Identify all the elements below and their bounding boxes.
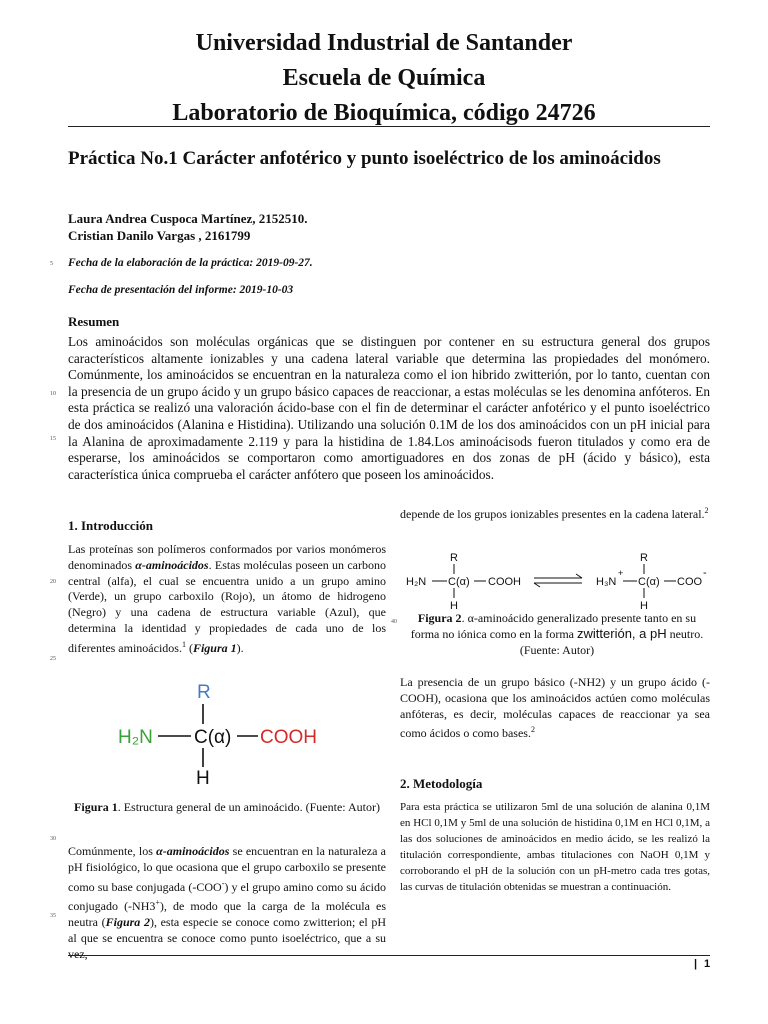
fig1-r-group: R [197,682,211,703]
page-number: 1 [704,958,711,970]
figure-1-caption: Figura 1. Estructura general de un aminoácido. (Fuente: Autor) [74,800,380,814]
line-number: 5 [50,261,53,267]
fig2-hydrogen-right: H [640,600,648,612]
fig2-carboxylate-right: COO [677,576,703,588]
intro-paragraph-2: Comúnmente, los α-aminoácidos se encuentran en la naturaleza a pH fisiológico, lo que ocasiona que el grupo carboxilo se presente como su base conjugada (-COO-) y el grupo amino como su ácido conjugado (-NH3+), de modo que la carga de la molécula es neutra (Figura 2), esta especie se conoce como zwitterion; el pH al que se encuentra se conoce como punto isoeléctrico, que a su vez, [68,844,386,961]
abstract-heading: Resumen [68,314,120,329]
line-number: 40 [391,619,397,625]
header-rule [68,126,710,127]
header-lab: Laboratorio de Bioquímica, código 24726 [172,100,596,126]
equilibrium-arrow-icon [534,574,582,587]
line-number: 25 [50,656,56,662]
fig1-amino-group: H₂N [118,727,153,748]
header-university: Universidad Industrial de Santander [195,30,573,56]
methodology-heading: 2. Metodología [400,776,483,791]
fig2-negative-charge: - [703,567,707,579]
date-presentation: Fecha de presentación del informe: 2019-10-03 [68,284,294,296]
fig2-ammonium-right: H₃N [596,576,617,588]
fig2-r-group-right: R [640,552,648,564]
paper-title: Práctica No.1 Carácter anfotérico y punto isoeléctrico de los aminoácidos [68,148,661,169]
abstract-text: Los aminoácidos son moléculas orgánicas que se distinguen por contener en su estructura general dos grupos característicos altamente ionizables y una cadena lateral variable que determina las propiedades del monómero. Comúnmente, los aminoácidos se encuentran en la naturaleza como el ion hibrido zwitterión, por lo tanto, cuentan con la presencia de un grupo ácido y un grupo básico capaces de reaccionar, a estas moléculas se les denomina anfóteros. En esta práctica se realizó una valoración ácido-base con el fin de determinar el carácter anfotérico y el punto isoeléctrico de dos aminoácidos (Alanina e Histidina). Utilizando una solución 0.1M de los dos aminoácidos con un pH inicial para la Alanina de aproximadamente 2.119 y para la histidina de 1.84.Los aminoácisods fueron titulados y como era de esperarse, los aminoácidos se comportaron como amortiguadores en dos zonas de pH (ácido y básico), esta característica única comprueba el carácter anfótero que poseen los aminoácidos. [68,334,710,482]
author-2: Cristian Danilo Vargas , 2161799 [68,228,251,243]
fig2-amino-left: H₂N [406,576,427,588]
line-number: 10 [50,391,56,397]
fig2-carboxyl-left: COOH [488,576,521,588]
fig2-alpha-carbon-right: C(α) [638,576,660,588]
amphoteric-paragraph: La presencia de un grupo básico (-NH2) y un grupo ácido (-COOH), ocasiona que los aminoácidos actúen como moléculas anfóteras, es decir, moléculas capaces de reaccionar ya sea como ácidos o como bases.$^2$ [400,675,710,741]
fig2-positive-charge: + [618,568,624,578]
fig1-alpha-carbon: C(α) [194,727,232,748]
line-number: 35 [50,913,56,919]
figure-1-amino-acid-structure [108,676,348,788]
fig2-hydrogen-left: H [450,600,458,612]
line-number: 30 [50,836,56,842]
page-number-bar: | [694,958,698,970]
header-school: Escuela de Química [282,65,486,91]
figure-2-caption: Figura 2. α-aminoácido generalizado presente tanto en su forma no iónica como en la forma zwitterión, a pH neutro. (Fuente: Autor) [410,611,704,657]
date-elaboration: Fecha de la elaboración de la práctica: 2019-09-27. [68,257,313,269]
methodology-text: Para esta práctica se utilizaron 5ml de una solución de alanina 0,1M en HCl 0,1M y 5ml de una solución de histidina 0,1M en HCl 0,1M, a las dos soluciones de aminoácidos en medio ácido, se les realizó la titulación correspondiente, ambas titulaciones con NaOH 0,1M y corroborando el pH de la solución con un pH-metro cada tres gotas, las curvas de titulación obtenidas se muestran a continuación. [400,801,710,893]
footer-rule [68,955,710,956]
fig2-alpha-carbon-left: C(α) [448,576,470,588]
fig1-carboxyl-group: COOH [260,727,317,748]
fig1-hydrogen: H [196,768,210,788]
intro-continuation: depende de los grupos ionizables presentes en la cadena lateral.$^2$ [400,506,709,521]
fig2-r-group-left: R [450,552,458,564]
line-number: 15 [50,436,56,442]
line-number: 20 [50,579,56,585]
figure-2-zwitterion-equilibrium [400,548,710,612]
intro-paragraph-1: Las proteínas son polímeros conformados por varios monómeros denominados α-aminoácidos. Estas moléculas poseen un carbono central (alfa), el cual se encuentra unido a un grupo amino (Verde), un grupo carboxilo (Rojo), un átomo de hidrogeno (Negro) y una cadena de estructura variable (Azul), que determina la identidad y propiedades de cada uno de los diferentes aminoácidos.$^1$ (Figura 1). [68,542,386,655]
intro-heading: 1. Introducción [68,518,153,533]
author-1: Laura Andrea Cuspoca Martínez, 2152510. [68,211,308,226]
